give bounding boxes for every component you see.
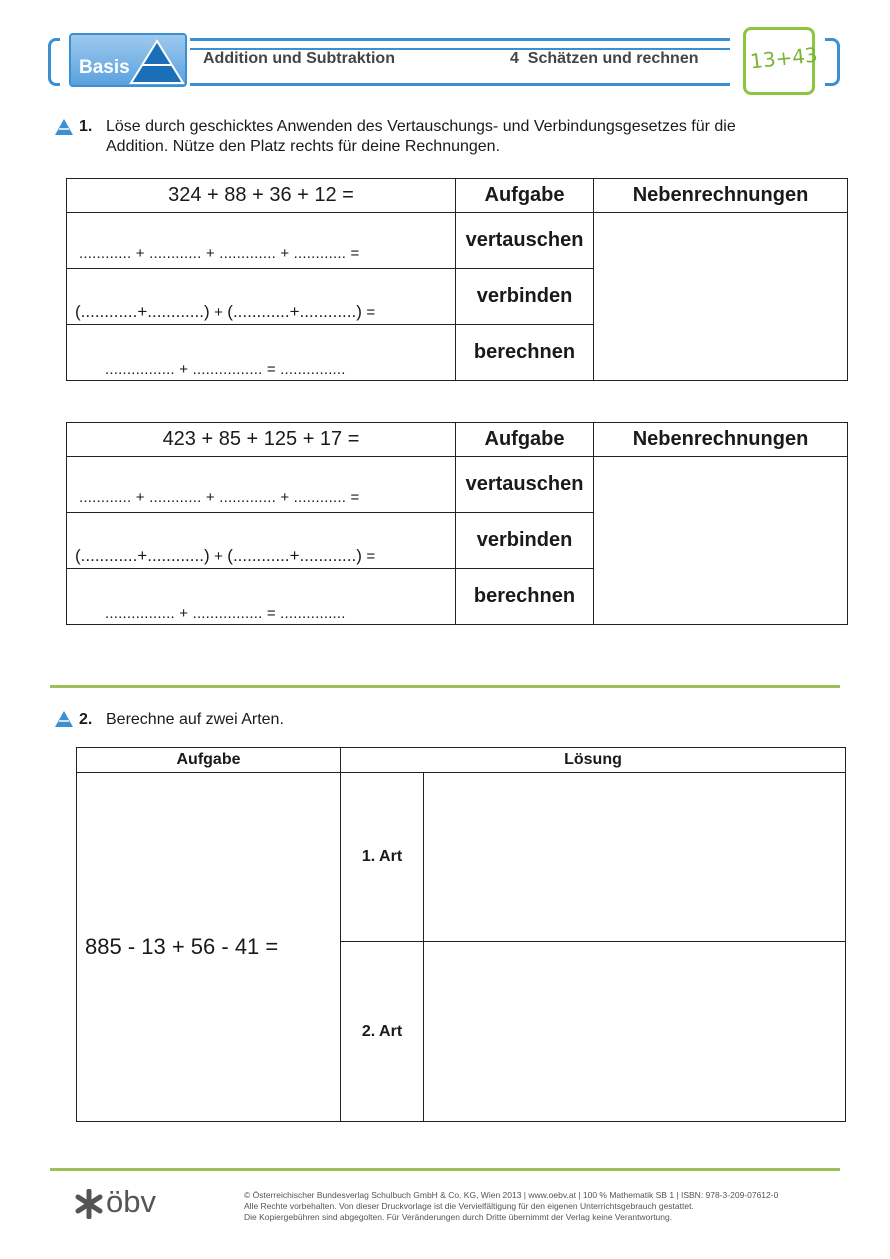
task1-table-a: [66, 178, 848, 381]
blank-line-berechnen: ................ + ................ = ...............: [105, 361, 346, 378]
row-label-verbinden: [456, 269, 594, 325]
task2-equation: 885 - 13 + 56 - 41 =: [85, 934, 279, 959]
task1-table-b: [66, 422, 848, 625]
row-label-text: vertauschen: [465, 229, 584, 251]
row-label-vertauschen: [456, 213, 594, 269]
task1-instruction-line1: Löse durch geschicktes Anwenden des Vertauschungs- und Verbindungsgesetzes für die: [106, 118, 736, 135]
row-label-berechnen: [456, 325, 594, 381]
col-nebenrechnungen: [594, 179, 848, 213]
blank-paren-b: (............+............): [227, 302, 362, 321]
answer-cell-berechnen[interactable]: [67, 569, 456, 625]
row-label-text: verbinden: [476, 529, 573, 551]
equation-cell: [67, 179, 456, 213]
blank-line-vertauschen: ............ + ............ + ............. + ............ =: [79, 245, 360, 262]
task2-pyramid-icon: [54, 710, 74, 728]
footer-line1: © Österreichischer Bundesverlag Schulbuch GmbH & Co. KG, Wien 2013 | www.oebv.at | 100 % Mathematik SB 1 | ISBN: 978-3-209-07612-0: [244, 1190, 779, 1200]
blank-line-verbinden: [75, 302, 375, 322]
art1-solution-area[interactable]: [424, 773, 846, 942]
blank-paren-b: (............+............): [227, 546, 362, 565]
oebv-brand: öbv: [106, 1184, 156, 1219]
art2-label: 2. Art: [361, 1022, 403, 1040]
row-label-text: vertauschen: [465, 473, 584, 495]
plus-sign: +: [214, 304, 223, 321]
blank-paren-a: (............+............): [75, 546, 210, 565]
col-aufgabe: [456, 179, 594, 213]
row-label-verbinden: [456, 513, 594, 569]
col-aufgabe-label: Aufgabe: [176, 751, 241, 768]
art1-label: 1. Art: [361, 848, 403, 865]
blank-line-vertauschen: ............ + ............ + ............. + ............ =: [79, 489, 360, 506]
answer-cell-verbinden[interactable]: [67, 513, 456, 569]
header-chapter: 4 Schätzen und rechnen: [510, 50, 699, 67]
col-aufgabe-label: Aufgabe: [484, 184, 565, 206]
answer-cell-verbinden[interactable]: [67, 269, 456, 325]
equals-sign: =: [366, 304, 376, 321]
col-aufgabe: [456, 423, 594, 457]
plus-sign: +: [214, 548, 223, 565]
col-aufgabe-label: Aufgabe: [484, 428, 565, 450]
equation-text: 423 + 85 + 125 + 17 =: [162, 428, 360, 450]
col-nebenrechnungen: [594, 423, 848, 457]
task2-equation-cell: [77, 773, 341, 1122]
row-label-vertauschen: [456, 457, 594, 513]
blank-line-berechnen: ................ + ................ = ...............: [105, 605, 346, 622]
blank-paren-a: (............+............): [75, 302, 210, 321]
scratch-area[interactable]: [594, 213, 848, 381]
art2-label-cell: [341, 942, 424, 1122]
col-loesung: [341, 748, 846, 773]
row-label-text: berechnen: [473, 341, 576, 363]
task1-pyramid-icon: [54, 118, 74, 136]
logo-text: 13+43: [748, 42, 819, 74]
answer-cell-vertauschen[interactable]: [67, 213, 456, 269]
footer-divider: [50, 1168, 840, 1171]
row-label-text: verbinden: [476, 285, 573, 307]
logo-box: [743, 27, 819, 95]
pyramid-icon: [127, 35, 187, 85]
col-nebenrechnungen-label: Nebenrechnungen: [632, 428, 809, 450]
blank-line-verbinden: [75, 546, 375, 566]
scratch-area[interactable]: [594, 457, 848, 625]
answer-cell-vertauschen[interactable]: [67, 457, 456, 513]
answer-cell-berechnen[interactable]: [67, 325, 456, 381]
equals-sign: =: [366, 548, 376, 565]
row-label-text: berechnen: [473, 585, 576, 607]
task1-number: 1.: [79, 118, 93, 135]
equation-cell: [67, 423, 456, 457]
basis-badge: [69, 33, 187, 87]
basis-badge-label: Basis: [79, 57, 130, 78]
col-nebenrechnungen-label: Nebenrechnungen: [632, 184, 809, 206]
equation-text: 324 + 88 + 36 + 12 =: [168, 184, 354, 206]
task1-instruction-line2: Addition. Nütze den Platz rechts für deine Rechnungen.: [106, 138, 501, 155]
header-title: Addition und Subtraktion: [203, 50, 395, 67]
col-aufgabe: [77, 748, 341, 773]
task2-instruction: Berechne auf zwei Arten.: [106, 711, 284, 728]
art1-label-cell: [341, 773, 424, 942]
art2-solution-area[interactable]: [424, 942, 846, 1122]
footer-line2: Alle Rechte vorbehalten. Von dieser Druckvorlage ist die Vervielfältigung für den eigenen Unterrichtsgebrauch gestattet.: [244, 1201, 694, 1211]
section-divider: [50, 685, 840, 688]
task2-table: [76, 747, 846, 1122]
col-loesung-label: Lösung: [564, 751, 622, 768]
row-label-berechnen: [456, 569, 594, 625]
oebv-logo-icon: [74, 1189, 104, 1219]
footer-line3: Die Kopiergebühren sind abgegolten. Für Veränderungen durch Dritte übernimmt der Verlag keine Verantwortung.: [244, 1212, 673, 1222]
task2-number: 2.: [79, 711, 93, 728]
